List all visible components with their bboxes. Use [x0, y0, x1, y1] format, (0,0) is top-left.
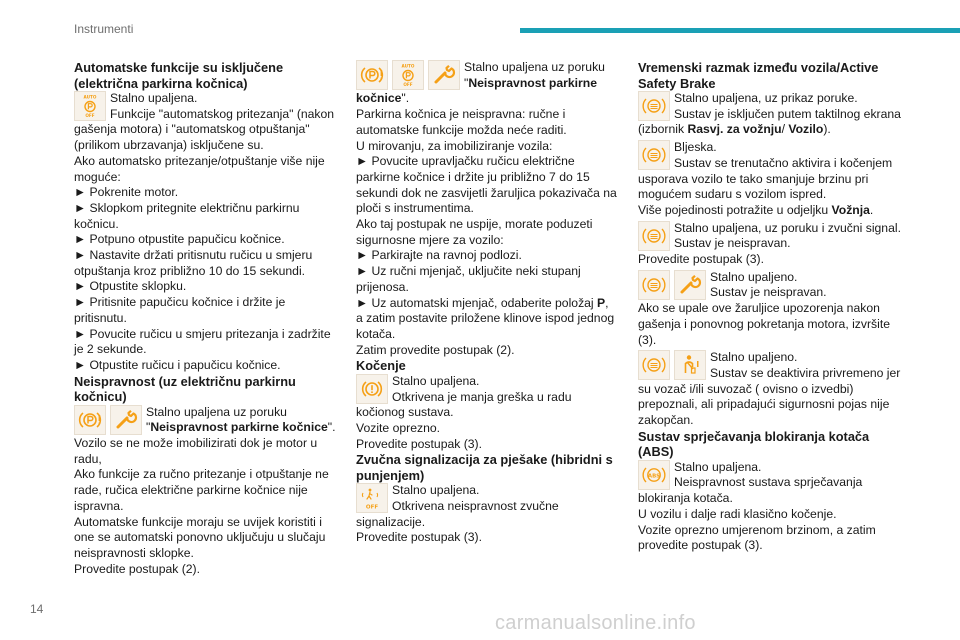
- step-line: ► Otpustite ručicu i papučicu kočnice.: [74, 357, 281, 372]
- column-2: [356, 60, 618, 546]
- indicator-group: [356, 60, 460, 90]
- abs-warning-icon: [638, 460, 670, 490]
- wrench-icon: [674, 270, 706, 300]
- wrench-icon: [428, 60, 460, 90]
- section-body: [74, 91, 340, 374]
- text-line: Provedite postupak (3).: [638, 252, 765, 267]
- text-line: Sustav se deaktivira privremeno jer su vozač i/ili suvozač ( ovisno o izvedbi) prepoznali, ali pripadajući sigurnosni pojas nije zakopčan.: [638, 365, 901, 428]
- text-line: Ako se upale ove žaruljice upozorenja nakon gašenja i ponovnog pokretanja motora, izvršite (3).: [638, 301, 891, 347]
- brake-warning-icon: [356, 374, 388, 404]
- message-text: Neispravnost parkirne kočnice: [356, 75, 598, 106]
- step-line: ► Otpustite sklopku.: [74, 279, 187, 294]
- pedestrian-sound-off-icon: [356, 483, 388, 513]
- section-reference: Vožnja: [831, 202, 870, 217]
- text-span: ".: [401, 91, 410, 106]
- step-line: [356, 296, 618, 343]
- menu-name: Vozilo: [788, 122, 824, 137]
- text-line: Vozite oprezno.: [356, 420, 441, 435]
- step-line: ► Povucite ručicu u smjeru pritezanja i zadržite je 2 sekunde.: [74, 326, 331, 357]
- step-line: ► Pokrenite motor.: [74, 185, 179, 200]
- text-line: Parkirna kočnica je neispravna: ručne i automatske funkcije možda neće raditi.: [356, 107, 567, 137]
- text-line: Stalno upaljeno.: [710, 350, 798, 365]
- section-body: [638, 91, 902, 138]
- text-line: Sustav je neispravan.: [710, 285, 827, 300]
- column-3: [638, 60, 902, 554]
- watermark: carmanualsonline.info: [495, 612, 696, 634]
- page-header-title: Instrumenti: [74, 22, 134, 36]
- indicator-group: [74, 91, 106, 121]
- text-line: Otkrivena je manja greška u radu kočionog sustava.: [356, 389, 572, 420]
- text-line: Ako taj postupak ne uspije, morate poduzeti sigurnosne mjere za vozilo:: [356, 217, 593, 247]
- text-line: Otkrivena neispravnost zvučne signalizacije.: [356, 499, 559, 529]
- text-line: Sustav je neispravan.: [674, 236, 791, 251]
- step-line: ► Potpuno otpustite papučicu kočnice.: [74, 232, 285, 247]
- text-span: Stalno upaljena uz poruku ": [464, 60, 605, 90]
- text-line: Stalno upaljena.: [392, 373, 480, 388]
- svg-text:OFF: OFF: [403, 81, 413, 87]
- section-body: [638, 460, 902, 554]
- text-line: Zatim provedite postupak (2).: [356, 342, 515, 357]
- gear-position: P: [597, 295, 606, 310]
- section-title-auto-functions-off: Automatske funkcije su isključene (električna parkirna kočnica): [74, 60, 284, 91]
- seatbelt-unfastened-icon: [674, 350, 706, 380]
- text-line: Ako automatsko pritezanje/otpuštanje više nije moguće:: [74, 153, 325, 184]
- section-body: [638, 140, 902, 219]
- indicator-group: [638, 350, 706, 380]
- parking-brake-warning-icon: [74, 405, 106, 435]
- indicator-group: [356, 483, 388, 513]
- text-span: Sustav je isključen putem taktilnog ekrana (izbornik: [638, 106, 901, 137]
- text-span: /: [781, 122, 789, 137]
- section-title-parking-brake-fault: Neispravnost (uz električnu parkirnu kočnicu): [74, 373, 296, 405]
- text-line: Stalno upaljeno.: [710, 269, 798, 284]
- text-line: Stalno upaljena.: [392, 483, 480, 498]
- text-span: ).: [823, 122, 831, 137]
- text-line: Stalno upaljena, uz poruku i zvučni signal.: [674, 220, 901, 235]
- active-safety-brake-icon: [638, 350, 670, 380]
- text-line: U mirovanju, za imobiliziranje vozila:: [356, 138, 553, 153]
- column-1: [74, 60, 340, 577]
- svg-text:OFF: OFF: [365, 504, 379, 511]
- text-line: Stalno upaljena, uz prikaz poruke.: [674, 91, 858, 105]
- message-text: Neispravnost parkirne kočnice: [150, 420, 328, 435]
- indicator-group: [638, 140, 670, 170]
- text-line: Ako funkcije za ručno pritezanje i otpuštanje ne rade, ručica električne parkirne kočnice nije ispravna.: [74, 467, 329, 513]
- text-span: , a zatim postavite priložene klinove ispod jednog kotača.: [356, 295, 615, 341]
- section-body: [356, 60, 618, 358]
- step-line: ► Nastavite držati pritisnutu ručicu u smjeru otpuštanja kroz približno 10 do 15 sekundi.: [74, 248, 313, 278]
- step-line: ► Pritisnite papučicu kočnice i držite je pritisnutu.: [74, 295, 286, 325]
- text-line: [638, 107, 902, 138]
- indicator-group: [74, 405, 142, 435]
- step-line: ► Uz ručni mjenjač, uključite neki stupanj prijenosa.: [356, 264, 581, 294]
- svg-text:AUTO: AUTO: [401, 63, 415, 69]
- section-title-pedestrian-sound: Zvučna signalizacija za pješake (hibridni s punjenjem): [356, 452, 613, 483]
- active-safety-brake-icon: [638, 91, 670, 121]
- header-accent-bar: [520, 28, 960, 33]
- text-line: Provedite postupak (3).: [356, 530, 483, 545]
- indicator-group: [638, 221, 670, 251]
- wrench-icon: [110, 405, 142, 435]
- parking-brake-warning-icon: [356, 60, 388, 90]
- indicator-group: [356, 374, 388, 404]
- text-span: .: [869, 202, 874, 217]
- section-title-distance-alert: Vremenski razmak između vozila/Active Safety Brake: [638, 60, 879, 91]
- indicator-group: [638, 270, 706, 300]
- section-title-abs: Sustav sprječavanja blokiranja kotača (ABS): [638, 428, 870, 460]
- svg-text:OFF: OFF: [85, 112, 95, 118]
- active-safety-brake-icon: [638, 270, 670, 300]
- text-line: Stalno upaljena.: [110, 91, 198, 105]
- section-title-braking: Kočenje: [356, 358, 406, 374]
- text-line: Funkcije "automatskog pritezanja" (nakon gašenja motora) i "automatskog otpuštanja" (prilikom ubrzavanja) isključene su.: [74, 106, 335, 153]
- text-line: Vozilo se ne može imobilizirati dok je motor u radu,: [74, 436, 318, 466]
- text-span: ► Uz automatski mjenjač, odaberite položaj: [356, 295, 598, 310]
- menu-name: Rasvj. za vožnju: [687, 122, 782, 137]
- auto-off-brake-icon: [392, 60, 424, 90]
- active-safety-brake-icon: [638, 221, 670, 251]
- page-number: 14: [30, 602, 44, 616]
- step-line: ► Povucite upravljačku ručicu električne parkirne kočnice i držite ju približno 7 do 15 sekundi dok ne zasvijetli žaruljica pokazivača na ploči s instrumentima.: [356, 154, 617, 216]
- text-line: Stalno upaljena.: [674, 459, 762, 474]
- text-line: U vozilu i dalje radi klasično kočenje.: [638, 506, 837, 521]
- indicator-group: [638, 91, 670, 121]
- auto-off-brake-icon: [74, 91, 106, 121]
- text-line: Neispravnost sustava sprječavanja blokiranja kotača.: [638, 475, 863, 506]
- text-line: Bljeska.: [674, 140, 717, 155]
- active-safety-brake-icon: [638, 140, 670, 170]
- step-line: ► Parkirajte na ravnoj podlozi.: [356, 248, 522, 263]
- text-line: [638, 203, 902, 219]
- section-body: [356, 483, 618, 546]
- text-line: Sustav se trenutačno aktivira i kočenjem usporava vozilo te tako smanjuje brzinu pri mogućem sudaru s vozilom ispred.: [638, 155, 893, 202]
- text-line: Automatske funkcije moraju se uvijek koristiti i one se automatski ponovno uključuju u slučaju neispravnosti sklopke.: [74, 514, 326, 560]
- svg-text:AUTO: AUTO: [83, 94, 97, 100]
- section-body: [638, 221, 902, 268]
- text-span: ".: [327, 420, 336, 435]
- text-line: Vozite oprezno umjerenom brzinom, a zatim provedite postupak (3).: [638, 522, 876, 553]
- text-line: Provedite postupak (2).: [74, 561, 201, 576]
- step-line: ► Sklopkom pritegnite električnu parkirnu kočnicu.: [74, 200, 300, 231]
- indicator-group: [638, 460, 670, 490]
- svg-text:ABS: ABS: [647, 473, 661, 480]
- text-span: Stalno upaljena uz poruku ": [146, 404, 287, 435]
- section-body: [356, 374, 618, 453]
- text-line: Provedite postupak (3).: [356, 436, 483, 451]
- text-span: Više pojedinosti potražite u odjeljku: [638, 202, 832, 217]
